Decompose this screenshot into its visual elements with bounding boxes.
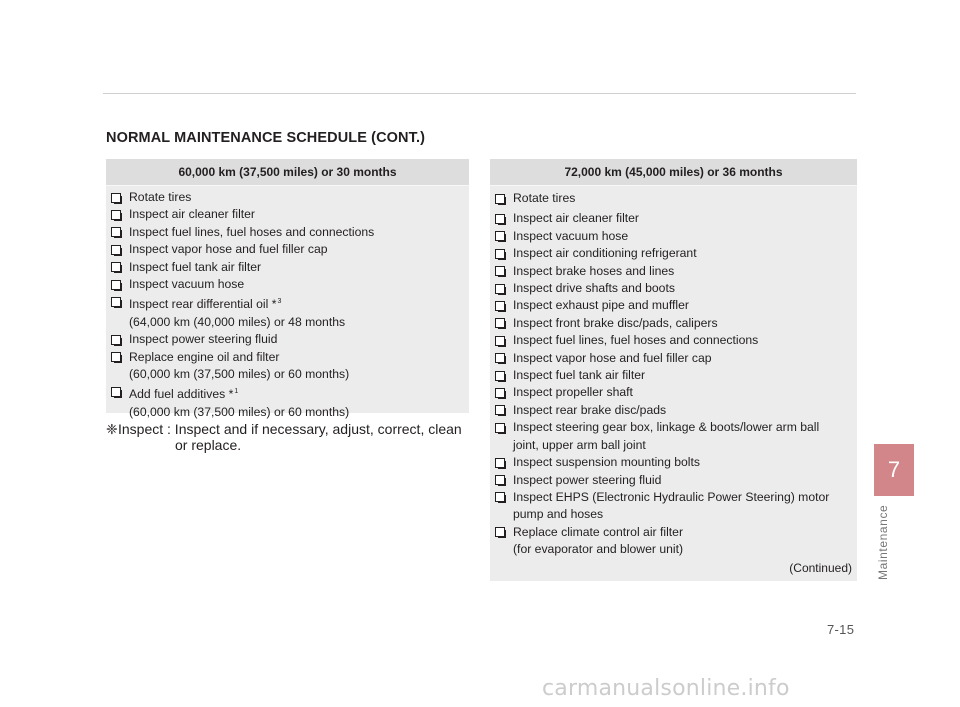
checklist-item-detail: (60,000 km (37,500 miles) or 60 months) [129,367,350,382]
checklist-item [111,349,469,384]
checklist-item-text: Inspect air conditioning refrigerant [513,246,697,261]
checklist-item [495,228,857,245]
checkbox-icon [111,387,121,397]
checkbox-icon [495,405,505,415]
continued-label: (Continued) [789,561,852,575]
checklist-item-text: Inspect suspension mounting bolts [513,455,700,470]
checklist-item-text: Inspect fuel lines, fuel hoses and connections [513,333,759,348]
checklist-item [495,419,857,454]
checklist-item [111,383,469,421]
watermark: carmanualsonline.info [542,676,790,701]
checkbox-icon [495,194,505,204]
checklist-item [495,402,857,419]
checklist-item [111,276,469,293]
checkbox-icon [495,214,505,224]
checklist-item-detail: pump and hoses [513,507,604,522]
checklist-item [495,489,857,524]
checklist-item-text: Replace climate control air filter [513,524,684,539]
checklist-item [495,367,857,384]
checklist-item-text: Inspect air cleaner filter [513,211,639,226]
page-number: 7-15 [827,622,855,637]
checkbox-icon [495,458,505,468]
checkbox-icon [495,388,505,398]
checklist-item-text: Inspect power steering fluid [513,472,662,487]
checklist-item [495,384,857,401]
checklist-item [111,189,469,206]
top-divider [103,93,856,94]
checklist-item [495,454,857,471]
section-title: NORMAL MAINTENANCE SCHEDULE (CONT.) [106,130,426,146]
checklist-item-text: Rotate tires [129,190,192,204]
checklist-item-text: Inspect air cleaner filter [129,207,255,222]
checklist-item [111,259,469,276]
checkbox-icon [495,284,505,294]
checklist-item [495,472,857,489]
chapter-label: Maintenance [876,504,890,580]
checklist-item [495,280,857,297]
checklist-item-detail: joint, upper arm ball joint [513,437,646,452]
note-line-1: Inspect : Inspect and if necessary, adjust, correct, clean [118,421,462,437]
checkbox-icon [495,301,505,311]
schedule-box-72000 [490,159,857,581]
note-symbol: ❈ [106,421,118,437]
checklist-item-text: Inspect vapor hose and fuel filler cap [513,350,712,365]
checkbox-icon [495,336,505,346]
checklist-item-text: Inspect propeller shaft [513,385,633,400]
checklist-item-text: Inspect vacuum hose [513,228,629,243]
checklist-item-text: Inspect fuel tank air filter [129,259,262,274]
checklist-item-text: Inspect fuel lines, fuel hoses and connections [129,224,375,239]
checklist-item [495,332,857,349]
checklist-item-text: Inspect rear brake disc/pads [513,402,667,417]
checklist-item-text: Inspect steering gear box, linkage & boots/lower arm ball [513,420,820,435]
note-line-2: or replace. [175,437,242,453]
checkbox-icon [111,245,121,255]
checklist-item [495,190,857,207]
checklist-item-text: Inspect front brake disc/pads, calipers [513,315,718,330]
checklist-item [111,331,469,348]
checkbox-icon [495,249,505,259]
footnote-marker: 3 [277,298,282,306]
checkbox-icon [111,352,121,362]
checkbox-icon [495,371,505,381]
checklist-item-detail: (for evaporator and blower unit) [513,542,684,557]
checkbox-icon [111,227,121,237]
checklist-item [495,524,857,559]
checklist-item [495,350,857,367]
checklist-item [111,224,469,241]
schedule-header-72000: 72,000 km (45,000 miles) or 36 months [490,159,857,186]
footnote-marker: 1 [234,388,239,396]
checklist-item-text: Inspect vapor hose and fuel filler cap [129,242,328,257]
checklist-item-detail: (60,000 km (37,500 miles) or 60 months) [129,404,350,419]
checklist-item-text: Inspect exhaust pipe and muffler [513,298,689,313]
checklist-item [495,245,857,262]
checklist-item [495,315,857,332]
checklist-item-text: Inspect vacuum hose [129,277,245,292]
schedule-list-60000 [106,186,469,421]
checklist-item [111,206,469,223]
schedule-box-60000 [106,159,469,419]
inspect-note [106,421,476,453]
checklist-item-text: Inspect brake hoses and lines [513,263,675,278]
checklist-item-text: Inspect EHPS (Electronic Hydraulic Power Steering) motor [513,489,830,504]
checkbox-icon [495,475,505,485]
checkbox-icon [495,266,505,276]
checkbox-icon [111,193,121,203]
checkbox-icon [495,353,505,363]
checklist-item-detail: (64,000 km (40,000 miles) or 48 months [129,314,346,329]
checkbox-icon [495,318,505,328]
checklist-item-text: Inspect drive shafts and boots [513,281,675,296]
checkbox-icon [495,423,505,433]
checklist-item-text: Inspect rear differential oil * [129,297,277,312]
checkbox-icon [111,297,121,307]
chapter-tab: 7 [874,444,914,496]
schedule-header-60000: 60,000 km (37,500 miles) or 30 months [106,159,469,186]
checklist-item [495,263,857,280]
checklist-item [495,297,857,314]
checklist-item [495,210,857,227]
checkbox-icon [495,231,505,241]
checkbox-icon [495,527,505,537]
checkbox-icon [495,492,505,502]
checklist-item-text: Replace engine oil and filter [129,349,280,364]
checklist-item-text: Inspect fuel tank air filter [513,368,646,383]
schedule-list-72000 [490,186,857,559]
checkbox-icon [111,262,121,272]
checklist-item [111,241,469,258]
checklist-item-text: Add fuel additives * [129,387,234,402]
checklist-item-text: Rotate tires [513,191,576,205]
checkbox-icon [111,210,121,220]
checkbox-icon [111,280,121,290]
checklist-item [111,293,469,331]
checkbox-icon [111,335,121,345]
checklist-item-text: Inspect power steering fluid [129,332,278,347]
